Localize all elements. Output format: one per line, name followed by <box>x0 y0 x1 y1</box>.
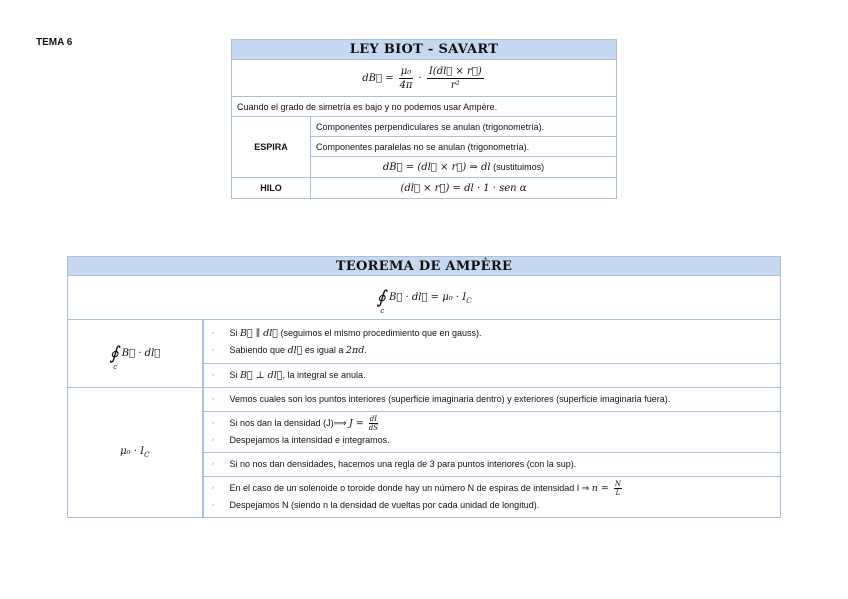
espira-formula-text: (sustituimos) <box>490 161 545 172</box>
biot-savart-table <box>231 39 617 199</box>
item-text: Si <box>229 327 241 338</box>
left-enclosed-sub: C <box>144 451 150 460</box>
ampere-title: TEOREMA DE AMPÈRE <box>68 257 781 276</box>
biot-frac-mu <box>399 65 414 92</box>
list-item <box>212 497 773 514</box>
integral-subscript: c <box>113 363 118 371</box>
ampere-formula-sub: C <box>466 297 472 305</box>
hilo-label: HILO <box>232 178 311 199</box>
left-circulation-body: B⃗ · dl⃗ <box>121 348 161 359</box>
bullet-icon: ▫ <box>211 420 214 428</box>
ampere-formula <box>68 276 781 320</box>
item-text: Despejamos N (siendo n la densidad de vueltas por cada unidad de longitud). <box>229 500 540 511</box>
group-density <box>203 412 781 453</box>
ampere-formula-body: B⃗ · dl⃗ = μ₀ · I <box>389 292 467 303</box>
fraction-denominator: L <box>615 489 621 498</box>
item-text: Sabiendo que <box>229 344 288 355</box>
bullet-icon: ▫ <box>211 485 214 493</box>
integral-symbol <box>109 343 119 371</box>
group-parallel <box>203 320 781 364</box>
integral-symbol <box>376 287 386 315</box>
biot-title: LEY BIOT - SAVART <box>232 40 617 60</box>
list-item <box>212 415 773 432</box>
biot-frac-current-den: r² <box>450 79 460 91</box>
espira-label: ESPIRA <box>232 117 311 178</box>
integral-sign: ∮ <box>109 343 119 364</box>
density-fraction <box>369 415 378 432</box>
left-enclosed-current <box>68 388 203 518</box>
ampere-table <box>67 256 781 518</box>
espira-row-perpendicular: Componentes perpendiculares se anulan (trigonometría). <box>311 117 617 137</box>
bullet-icon: ▫ <box>211 437 214 445</box>
item-text: es igual a <box>302 344 346 355</box>
left-circulation <box>68 320 203 388</box>
bullet-icon: ▫ <box>211 502 214 510</box>
solenoid-fraction <box>614 480 622 497</box>
biot-formula <box>232 60 617 97</box>
item-math: 2πd <box>345 344 365 356</box>
fraction-denominator: dS <box>368 424 379 433</box>
bullet-icon: ▫ <box>211 396 214 403</box>
list-item <box>212 367 773 384</box>
item-math: n = <box>591 483 612 495</box>
item-text: (seguimos el mismo procedimiento que en gauss). <box>277 327 482 338</box>
item-text: , la integral se anula. <box>282 370 366 380</box>
hilo-formula: (dl⃗ × r⃗) = dl · 1 · sen α <box>311 178 617 199</box>
list-item <box>212 432 773 449</box>
espira-row-formula <box>311 157 617 178</box>
group-solenoid <box>203 477 781 518</box>
bullet-icon: ▫ <box>211 461 214 469</box>
page-label: TEMA 6 <box>36 37 73 48</box>
list-item <box>212 456 773 473</box>
biot-formula-dot: · <box>415 72 425 84</box>
biot-frac-mu-num: μ₀ <box>400 65 412 77</box>
integral-subscript: c <box>380 307 385 315</box>
left-enclosed-body: μ₀ · I <box>120 446 145 458</box>
item-text: Si <box>229 370 241 380</box>
item-math: B⃗ ∥ dl⃗ <box>240 327 278 339</box>
espira-formula-math: dB⃗ = (dl⃗ × r⃗) ⇒ dl <box>382 161 491 173</box>
group-perpendicular <box>203 364 781 388</box>
item-text: Despejamos la intensidad e integramos. <box>229 435 390 446</box>
biot-frac-current-num: I(dl⃗ × r⃗) <box>428 65 482 77</box>
integral-sign: ∮ <box>376 287 386 308</box>
list-item <box>212 480 773 497</box>
item-math: B⃗ ⊥ dl⃗ <box>240 370 283 381</box>
item-text: En el caso de un solenoide o toroide donde hay un número N de espiras de intensidad I ⇒ <box>229 483 592 494</box>
item-text: Si nos dan la densidad (J)⟹ <box>229 418 349 428</box>
biot-frac-current <box>427 65 484 92</box>
fraction-numerator: dI <box>369 415 378 424</box>
item-text: . <box>364 344 367 355</box>
group-points <box>203 388 781 412</box>
espira-row-parallel: Componentes paralelas no se anulan (trigonometría). <box>311 137 617 157</box>
list-item <box>212 391 773 408</box>
biot-condition: Cuando el grado de simetría es bajo y no podemos usar Ampère. <box>232 97 617 117</box>
item-text: Si no nos dan densidades, hacemos una regla de 3 para puntos interiores (con la sup). <box>229 459 577 470</box>
item-math: dl⃗ <box>287 344 303 356</box>
biot-formula-lhs: dB⃗ = <box>362 72 397 84</box>
bullet-icon: ▫ <box>211 346 214 354</box>
bullet-icon: ▫ <box>211 329 214 337</box>
group-rule-of-three <box>203 453 781 477</box>
list-item <box>212 325 773 342</box>
item-text: Vemos cuales son los puntos interiores (superficie imaginaria dentro) y exteriores (superficie imaginaria fuera). <box>229 394 671 404</box>
item-math: J = <box>348 418 367 429</box>
fraction-numerator: N <box>614 480 622 489</box>
list-item <box>212 342 773 359</box>
biot-frac-mu-den: 4π <box>399 79 413 91</box>
bullet-icon: ▫ <box>211 372 214 379</box>
